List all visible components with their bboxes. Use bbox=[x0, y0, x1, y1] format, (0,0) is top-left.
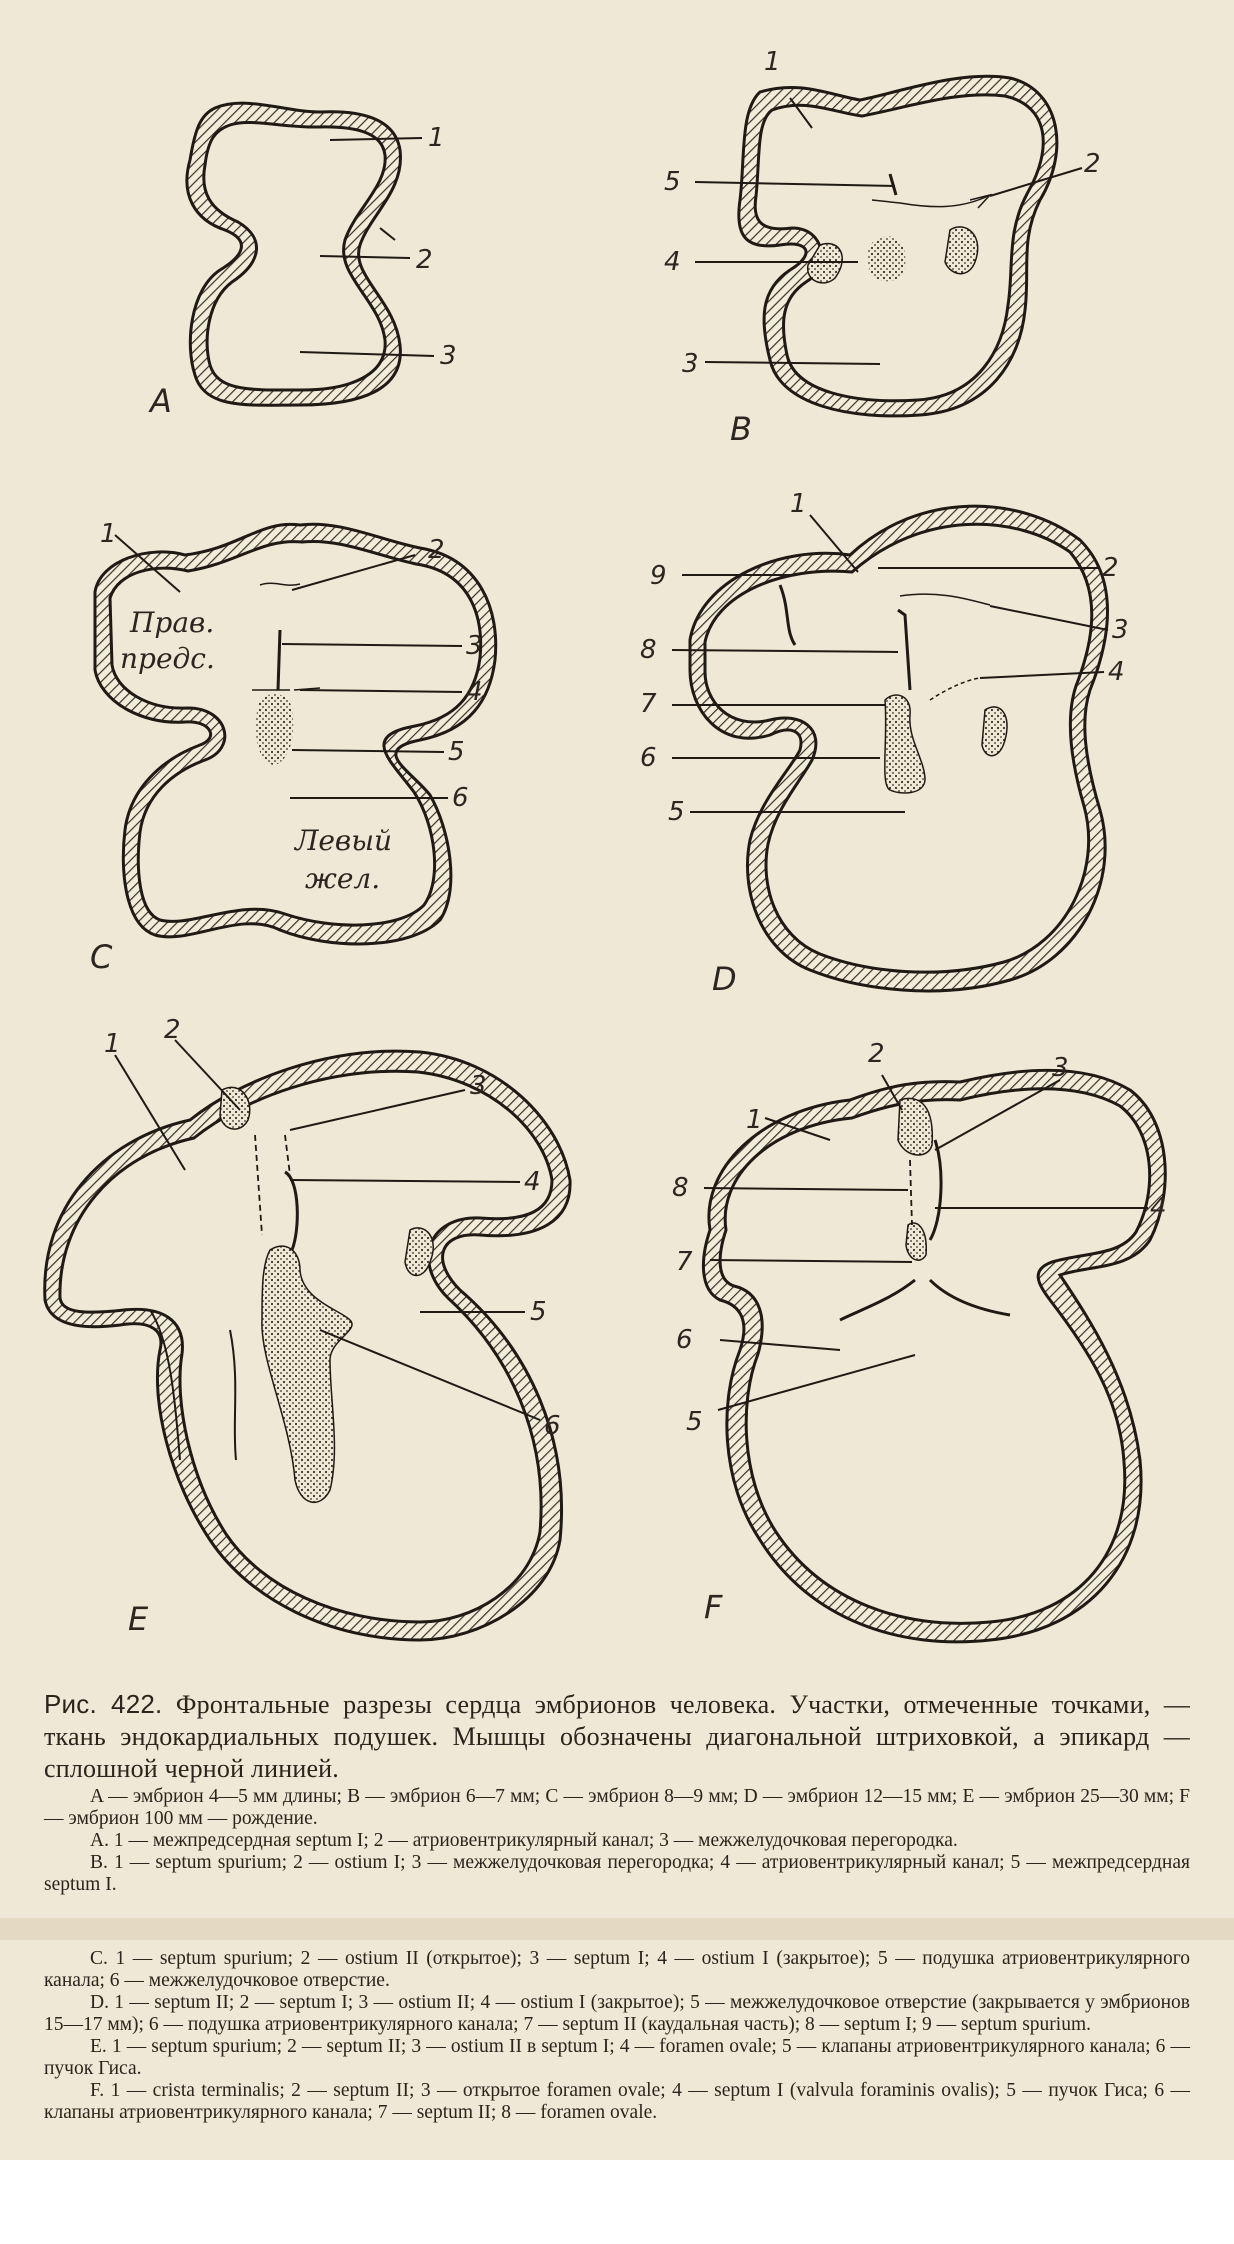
panel-c-cushion bbox=[256, 694, 294, 765]
legend-upper bbox=[44, 1786, 1190, 1896]
legend-b: B. 1 — septum spurium; 2 — ostium I; 3 — межжелудочковая перегородка; 4 — атриовентрикулярный канал; 5 — межпредсердная septum I. bbox=[44, 1852, 1190, 1895]
label-f-2: 2 bbox=[868, 1039, 885, 1069]
label-b-3: 3 bbox=[682, 349, 699, 379]
page-margin bbox=[0, 2160, 1234, 2244]
panel-f-letter: F bbox=[704, 1588, 723, 1626]
panel-b-diagram bbox=[664, 47, 1101, 448]
leader bbox=[705, 362, 880, 364]
panel-f-diagram bbox=[672, 1039, 1167, 1642]
label-f-6: 6 bbox=[676, 1325, 693, 1355]
panel-d-letter: D bbox=[712, 960, 737, 998]
leader bbox=[710, 1260, 912, 1262]
caption-text: Фронтальные разрезы сердца эмбрионов человека. Участки, отмеченные точками, — ткань эндокардиальных подушек. Мышцы обозначены диагональной штриховкой, а эпикард — сплошной черной линией. bbox=[44, 1690, 1191, 1783]
label-d-4: 4 bbox=[1108, 657, 1125, 687]
legend-c: C. 1 — septum spurium; 2 — ostium II (открытое); 3 — septum I; 4 — ostium I (закрытое); 5 — подушка атриовентрикулярного канала; 6 — межжелудочковое отверстие. bbox=[44, 1948, 1190, 1991]
panel-c-letter: C bbox=[90, 938, 113, 976]
label-b-2: 2 bbox=[1084, 149, 1101, 179]
text-preds: предс. bbox=[120, 642, 215, 675]
label-e-1: 1 bbox=[104, 1029, 121, 1059]
label-d-1: 1 bbox=[790, 489, 807, 519]
legend-e: E. 1 — septum spurium; 2 — septum II; 3 — ostium II в septum I; 4 — foramen ovale; 5 — клапаны атриовентрикулярного канала; 6 — пучок Гиса. bbox=[44, 2036, 1190, 2079]
label-c-6: 6 bbox=[452, 783, 469, 813]
label-f-7: 7 bbox=[676, 1247, 693, 1277]
panel-c-diagram bbox=[90, 519, 496, 976]
panel-f-cushion bbox=[898, 1098, 932, 1155]
panel-a-diagram bbox=[148, 103, 457, 420]
label-b-1: 1 bbox=[764, 47, 781, 77]
leader bbox=[720, 1340, 840, 1350]
label-d-6: 6 bbox=[640, 743, 657, 773]
label-e-5: 5 bbox=[530, 1297, 547, 1327]
page-fold-band bbox=[0, 1918, 1234, 1940]
legend-a: A. 1 — межпредсердная septum I; 2 — атриовентрикулярный канал; 3 — межжелудочковая перегородка. bbox=[90, 1830, 958, 1851]
label-f-3: 3 bbox=[1052, 1053, 1069, 1083]
leader bbox=[300, 352, 434, 356]
label-c-3: 3 bbox=[466, 631, 483, 661]
panel-c-heart-wall bbox=[95, 524, 496, 944]
panel-a-letter: A bbox=[150, 382, 172, 420]
label-f-8: 8 bbox=[672, 1173, 689, 1203]
legend-stages: A — эмбрион 4—5 мм длины; B — эмбрион 6—7 мм; C — эмбрион 8—9 мм; D — эмбрион 12—15 мм; E — эмбрион 25—30 мм; F — эмбрион 100 мм — рождение. bbox=[44, 1786, 1190, 1829]
panel-d-septum bbox=[885, 695, 925, 793]
leader bbox=[330, 138, 422, 140]
panel-b-cushion bbox=[867, 236, 905, 281]
label-f-5: 5 bbox=[686, 1407, 703, 1437]
panel-e-letter: E bbox=[128, 1600, 149, 1638]
label-d-8: 8 bbox=[640, 635, 657, 665]
leader bbox=[175, 1040, 240, 1110]
text-prav: Прав. bbox=[130, 606, 215, 639]
panel-a-heart-wall bbox=[187, 103, 401, 405]
legend-lower bbox=[44, 1948, 1190, 2124]
leader bbox=[300, 690, 462, 692]
leader bbox=[320, 256, 410, 258]
leader bbox=[292, 750, 444, 752]
label-a-2: 2 bbox=[416, 245, 433, 275]
label-c-2: 2 bbox=[428, 535, 445, 565]
label-d-5: 5 bbox=[668, 797, 685, 827]
legend-f: F. 1 — crista terminalis; 2 — septum II; 3 — открытое foramen ovale; 4 — septum I (valvula foraminis ovalis); 5 — пучок Гиса; 6 — клапаны атриовентрикулярного канала; 7 — septum II; 8 — foramen ovale. bbox=[44, 2080, 1190, 2123]
panel-e-diagram bbox=[45, 1015, 570, 1640]
leader bbox=[704, 1188, 908, 1190]
leader bbox=[290, 1180, 520, 1182]
text-zhel: жел. bbox=[305, 862, 381, 895]
label-e-3: 3 bbox=[470, 1071, 487, 1101]
label-d-3: 3 bbox=[1112, 615, 1129, 645]
legend-d: D. 1 — septum II; 2 — septum I; 3 — ostium II; 4 — ostium I (закрытое); 5 — межжелудочковое отверстие (закрывается у эмбрионов 15—17 мм); 6 — подушка атриовентрикулярного канала; 7 — septum II (каудальная часть); 8 — septum I; 9 — septum spurium. bbox=[44, 1992, 1190, 2035]
label-e-6: 6 bbox=[544, 1411, 561, 1441]
label-b-5: 5 bbox=[664, 167, 681, 197]
figure-number: Рис. 422. bbox=[44, 1689, 163, 1719]
text-levy: Левый bbox=[295, 824, 393, 857]
label-f-4: 4 bbox=[1150, 1193, 1167, 1223]
figure-caption bbox=[44, 1688, 1190, 1785]
leader bbox=[695, 182, 895, 186]
label-e-4: 4 bbox=[524, 1167, 541, 1197]
panel-e-septum bbox=[262, 1246, 352, 1502]
panel-f-heart-wall bbox=[703, 1070, 1165, 1642]
label-d-7: 7 bbox=[640, 689, 657, 719]
label-d-9: 9 bbox=[650, 561, 667, 591]
panel-b-letter: B bbox=[730, 410, 752, 448]
panel-d-diagram bbox=[640, 489, 1129, 998]
label-a-3: 3 bbox=[440, 341, 457, 371]
label-d-2: 2 bbox=[1102, 553, 1119, 583]
label-c-1: 1 bbox=[100, 519, 117, 549]
label-a-1: 1 bbox=[428, 123, 445, 153]
label-f-1: 1 bbox=[746, 1105, 763, 1135]
label-c-5: 5 bbox=[448, 737, 465, 767]
leader bbox=[282, 644, 462, 646]
leader bbox=[292, 555, 415, 590]
label-c-4: 4 bbox=[466, 677, 483, 707]
label-b-4: 4 bbox=[664, 247, 681, 277]
leader bbox=[290, 1090, 465, 1130]
label-e-2: 2 bbox=[164, 1015, 181, 1045]
